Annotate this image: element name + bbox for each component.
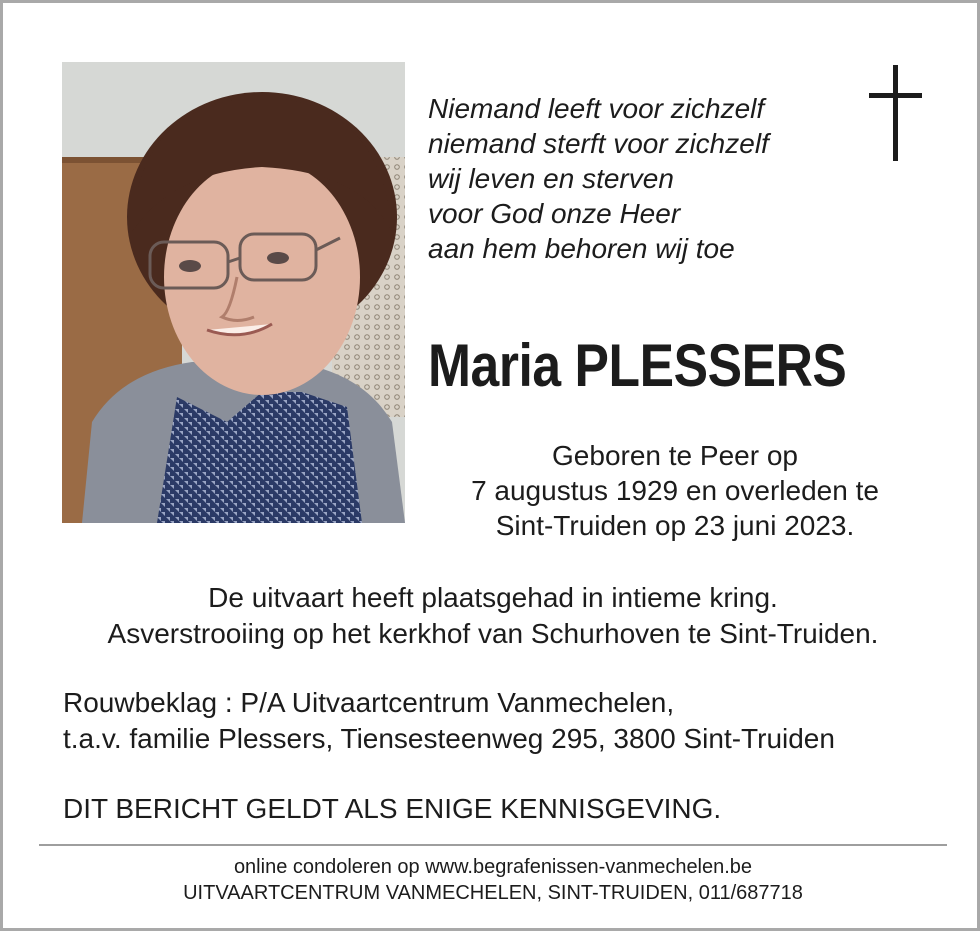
funeral-line: Asverstrooiing op het kerkhof van Schurhoven te Sint-Truiden.	[107, 618, 879, 649]
birth-line: Sint-Truiden op 23 juni 2023.	[495, 510, 855, 541]
condolence-address	[63, 685, 963, 757]
birth-line: Geboren te Peer op	[552, 440, 798, 471]
portrait-photo	[62, 62, 405, 523]
deceased-name: Maria PLESSERS	[428, 332, 847, 399]
notice-statement: DIT BERICHT GELDT ALS ENIGE KENNISGEVING.	[63, 793, 722, 824]
footer-divider	[39, 844, 947, 846]
funeral-line: De uitvaart heeft plaatsgehad in intieme kring.	[208, 582, 778, 613]
birth-line: 7 augustus 1929 en overleden te	[471, 475, 879, 506]
footer-contact: UITVAARTCENTRUM VANMECHELEN, SINT-TRUIDEN, 011/687718	[183, 882, 803, 904]
condolence-line: Rouwbeklag : P/A Uitvaartcentrum Vanmechelen,	[63, 687, 675, 718]
poem	[428, 91, 858, 266]
poem-line: niemand sterft voor zichzelf	[428, 128, 769, 159]
cross-icon	[867, 65, 925, 163]
condolence-line: t.a.v. familie Plessers, Tiensesteenweg 295, 3800 Sint-Truiden	[63, 723, 835, 754]
poem-line: aan hem behoren wij toe	[428, 233, 735, 264]
funeral-info	[3, 580, 980, 652]
poem-line: voor God onze Heer	[428, 198, 681, 229]
poem-line: Niemand leeft voor zichzelf	[428, 93, 765, 124]
footer-website[interactable]: online condoleren op www.begrafenissen-vanmechelen.be	[233, 856, 753, 878]
poem-line: wij leven en sterven	[428, 163, 674, 194]
footer	[3, 854, 980, 906]
birth-death-details	[405, 438, 945, 543]
